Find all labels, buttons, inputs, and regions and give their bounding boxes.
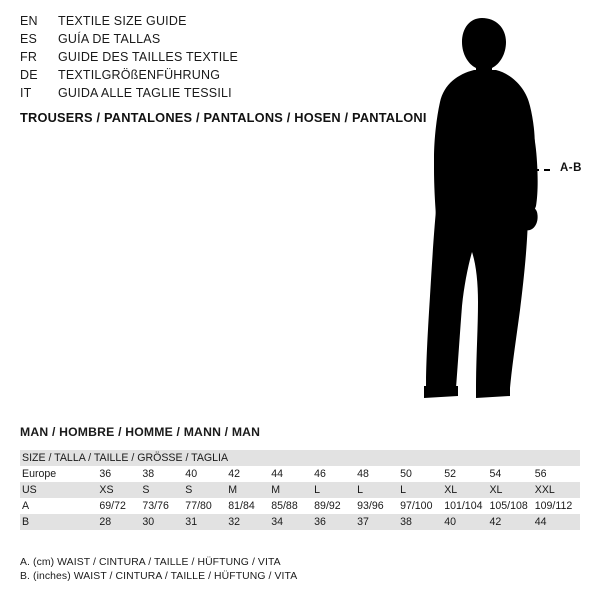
- cell-b-9: 42: [489, 516, 502, 528]
- cell-b-2: 31: [185, 516, 198, 528]
- cell-b-4: 34: [271, 516, 283, 528]
- cell-b-5: 36: [314, 516, 326, 528]
- language-code-en: EN: [20, 14, 38, 28]
- cell-europe-6: 48: [357, 468, 369, 480]
- language-code-de: DE: [20, 68, 38, 82]
- language-row-it: [20, 86, 400, 104]
- cell-a-10: 109/112: [534, 500, 573, 512]
- language-text-it: GUIDA ALLE TAGLIE TESSILI: [58, 86, 232, 100]
- language-row-en: [20, 14, 400, 32]
- language-text-en: TEXTILE SIZE GUIDE: [58, 14, 187, 28]
- cell-us-6: L: [357, 484, 364, 496]
- footnote-b: B. (inches) WAIST / CINTURA / TAILLE / HÜFTUNG / VITA: [20, 571, 298, 582]
- cell-europe-5: 46: [314, 468, 326, 480]
- cell-us-5: L: [314, 484, 321, 496]
- table-row: [20, 514, 580, 530]
- row-label-b: B: [22, 516, 30, 528]
- table-title: MAN / HOMBRE / HOMME / MANN / MAN: [20, 425, 261, 439]
- size-table: [20, 450, 580, 530]
- cell-us-2: S: [185, 484, 193, 496]
- cell-europe-10: 56: [534, 468, 547, 480]
- language-row-fr: [20, 50, 400, 68]
- cell-a-6: 93/96: [357, 500, 384, 512]
- cell-europe-1: 38: [142, 468, 155, 480]
- language-row-es: [20, 32, 400, 50]
- male-silhouette-icon: [400, 10, 600, 410]
- row-label-a: A: [22, 500, 30, 512]
- cell-a-8: 101/104: [444, 500, 483, 512]
- cell-europe-7: 50: [400, 468, 412, 480]
- cell-a-3: 81/84: [228, 500, 255, 512]
- row-label-us: US: [22, 484, 37, 496]
- measurement-label-a-b: A-B: [560, 162, 582, 174]
- row-label-europe: Europe: [22, 468, 57, 480]
- cell-us-10: XXL: [534, 484, 555, 496]
- cell-a-7: 97/100: [400, 500, 433, 512]
- cell-us-7: L: [400, 484, 406, 496]
- cell-a-9: 105/108: [489, 500, 528, 512]
- cell-europe-2: 40: [185, 468, 198, 480]
- cell-b-0: 28: [99, 516, 112, 528]
- cell-europe-4: 44: [271, 468, 283, 480]
- cell-a-5: 89/92: [314, 500, 341, 512]
- cell-b-1: 30: [142, 516, 155, 528]
- cell-a-0: 69/72: [99, 500, 126, 512]
- cell-us-3: M: [228, 484, 238, 496]
- language-header: [20, 14, 400, 104]
- cell-europe-8: 52: [444, 468, 456, 480]
- cell-us-9: XL: [489, 484, 503, 496]
- language-text-fr: GUIDE DES TAILLES TEXTILE: [58, 50, 239, 64]
- language-code-fr: FR: [20, 50, 38, 64]
- cell-us-1: S: [142, 484, 150, 496]
- language-text-de: TEXTILGRÖßENFÜHRUNG: [58, 68, 221, 82]
- figure-illustration: [400, 10, 600, 410]
- footnote-a: A. (cm) WAIST / CINTURA / TAILLE / HÜFTUNG / VITA: [20, 557, 281, 568]
- cell-europe-0: 36: [99, 468, 112, 480]
- footnotes: [20, 556, 297, 584]
- cell-b-8: 40: [444, 516, 456, 528]
- cell-b-6: 37: [357, 516, 369, 528]
- cell-a-1: 73/76: [142, 500, 169, 512]
- cell-us-0: XS: [99, 484, 114, 496]
- table-row: [20, 482, 580, 498]
- language-code-it: IT: [20, 86, 32, 100]
- language-text-es: GUÍA DE TALLAS: [58, 32, 161, 46]
- language-row-de: [20, 68, 400, 86]
- cell-us-8: XL: [444, 484, 458, 496]
- cell-europe-3: 42: [228, 468, 241, 480]
- section-title: TROUSERS / PANTALONES / PANTALONS / HOSEN / PANTALONI: [20, 110, 427, 125]
- cell-b-3: 32: [228, 516, 241, 528]
- language-code-es: ES: [20, 32, 38, 46]
- cell-europe-9: 54: [489, 468, 502, 480]
- cell-a-2: 77/80: [185, 500, 212, 512]
- table-row: [20, 498, 580, 514]
- cell-us-4: M: [271, 484, 281, 496]
- table-row: [20, 466, 580, 482]
- cell-a-4: 85/88: [271, 500, 298, 512]
- table-row: [20, 450, 580, 466]
- cell-b-10: 44: [534, 516, 547, 528]
- table-header-label: SIZE / TALLA / TAILLE / GRÖSSE / TAGLIA: [22, 452, 229, 464]
- cell-b-7: 38: [400, 516, 412, 528]
